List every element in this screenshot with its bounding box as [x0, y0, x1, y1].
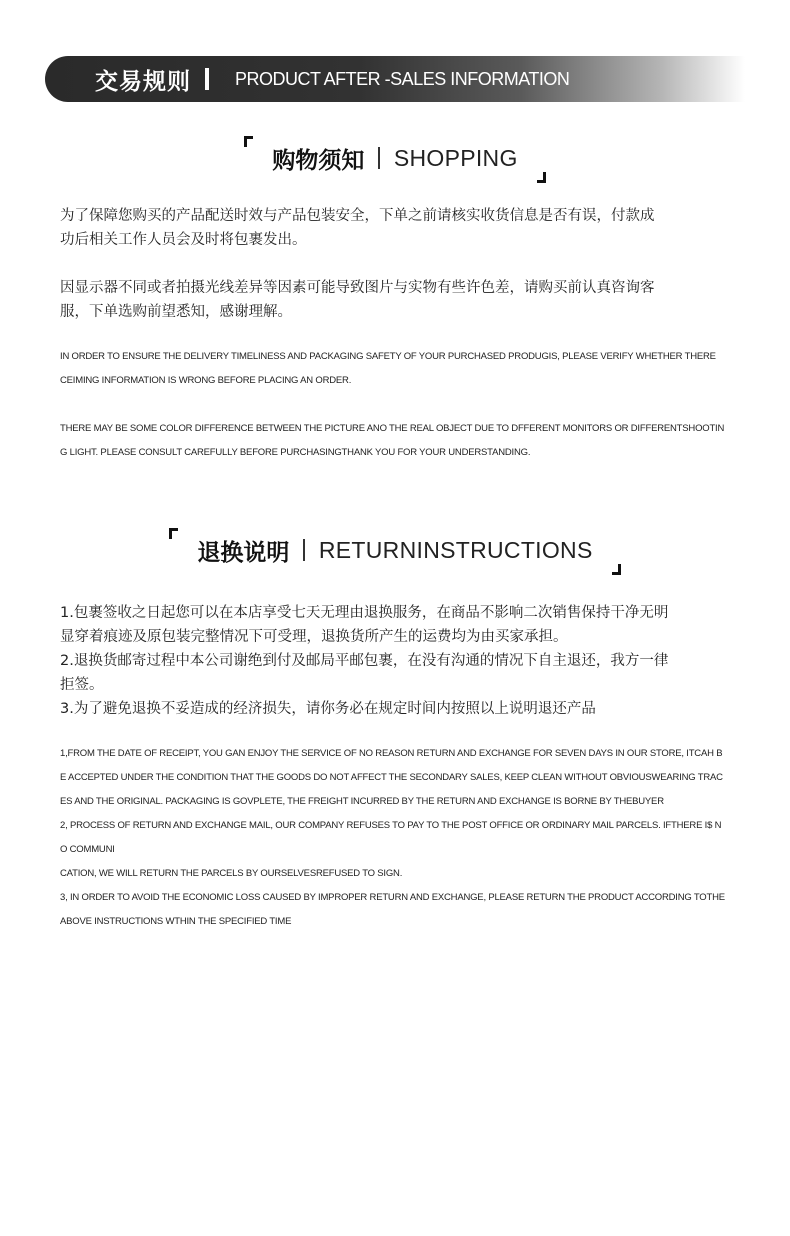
banner-title-cn: 交易规则 — [95, 68, 191, 95]
text-line: 功后相关工作人员会及时将包裹发出。 — [60, 232, 307, 248]
banner-title-en: PRODUCT AFTER -SALES INFORMATION — [235, 68, 570, 89]
text-line: 1.包裹签收之日起您可以在本店享受七天无理由退换服务，在商品不影响二次销售保持干净无明 — [60, 605, 669, 621]
text-line: E ACCEPTED UNDER THE CONDITION THAT THE GOODS DO NOT AFFECT THE SECONDARY SALES, KEEP CLEAN WITHOUT OBVIOUSWEARING TRAC — [60, 772, 723, 783]
text-line: 因显示器不同或者拍摄光线差异等因素可能导致图片与实物有些许色差，请购买前认真咨询客 — [60, 280, 655, 296]
text-line: ABOVE INSTRUCTIONS WTHIN THE SPECIFIED TIME — [60, 916, 292, 927]
shopping-en-paragraph-1 — [60, 345, 730, 393]
title-divider — [378, 147, 380, 169]
text-line: CEIMING INFORMATION IS WRONG BEFORE PLACING AN ORDER. — [60, 375, 352, 386]
text-line: 2, PROCESS OF RETURN AND EXCHANGE MAIL, OUR COMPANY REFUSES TO PAY TO THE POST OFFICE OR ORDINARY MAIL PARCELS. IFTHERE I$ N — [60, 820, 722, 831]
shopping-en-paragraph-2 — [60, 417, 730, 465]
text-line: 2.退换货邮寄过程中本公司谢绝到付及邮局平邮包裹，在没有沟通的情况下自主退还，我方一律 — [60, 653, 669, 669]
title-divider — [303, 539, 305, 561]
text-line: 为了保障您购买的产品配送时效与产品包装安全，下单之前请核实收货信息是否有误，付款成 — [60, 208, 655, 224]
shopping-cn-paragraph-1 — [60, 204, 730, 252]
shopping-title-en: SHOPPING — [393, 144, 518, 171]
returns-cn-paragraph — [60, 601, 730, 721]
corner-bracket-bottom-right — [537, 172, 546, 183]
banner-separator — [205, 68, 209, 90]
returns-title-cn: 退换说明 — [197, 539, 290, 566]
returns-en-paragraph — [60, 742, 735, 934]
text-line: 1,FROM THE DATE OF RECEIPT, YOU GAN ENJOY THE SERVICE OF NO REASON RETURN AND EXCHANGE FOR SEVEN DAYS IN OUR STORE, ITCAH B — [60, 748, 723, 759]
text-line: 拒签。 — [60, 677, 104, 693]
text-line: THERE MAY BE SOME COLOR DIFFERENCE BETWEEN THE PICTURE ANO THE REAL OBJECT DUE TO DFFERENT MONITORS OR DIFFERENTSHOOTIN — [60, 423, 725, 434]
shopping-section-title — [0, 138, 790, 178]
text-line: G LIGHT. PLEASE CONSULT CAREFULLY BEFORE PURCHASINGTHANK YOU FOR YOUR UNDERSTANDING. — [60, 447, 531, 458]
corner-bracket-bottom-right — [612, 564, 621, 575]
returns-section-title — [0, 530, 790, 570]
shopping-cn-paragraph-2 — [60, 276, 730, 324]
header-banner — [45, 56, 745, 102]
text-line: 显穿着痕迹及原包装完整情况下可受理，退换货所产生的运费均为由买家承担。 — [60, 629, 568, 645]
text-line: 3.为了避免退换不妥造成的经济损失，请你务必在规定时间内按照以上说明退还产品 — [60, 701, 596, 717]
corner-bracket-top-left — [169, 528, 178, 539]
text-line: O COMMUNI — [60, 844, 115, 855]
returns-title-en: RETURNINSTRUCTIONS — [318, 536, 593, 563]
text-line: IN ORDER TO ENSURE THE DELIVERY TIMELINESS AND PACKAGING SAFETY OF YOUR PURCHASED PRODUGIS, PLEASE VERIFY WHETHER THERE — [60, 351, 716, 362]
shopping-title-cn: 购物须知 — [272, 147, 365, 174]
text-line: CATION, WE WILL RETURN THE PARCELS BY OURSELVESREFUSED TO SIGN. — [60, 868, 403, 879]
text-line: 3, IN ORDER TO AVOID THE ECONOMIC LOSS CAUSED BY IMPROPER RETURN AND EXCHANGE, PLEASE RETURN THE PRODUCT ACCORDING TOTHE — [60, 892, 725, 903]
text-line: 服，下单选购前望悉知，感谢理解。 — [60, 304, 292, 320]
text-line: ES AND THE ORIGINAL. PACKAGING IS GOVPLETE, THE FREIGHT INCURRED BY THE RETURN AND EXCHANGE IS BORNE BY THEBUYER — [60, 796, 664, 807]
corner-bracket-top-left — [244, 136, 253, 147]
